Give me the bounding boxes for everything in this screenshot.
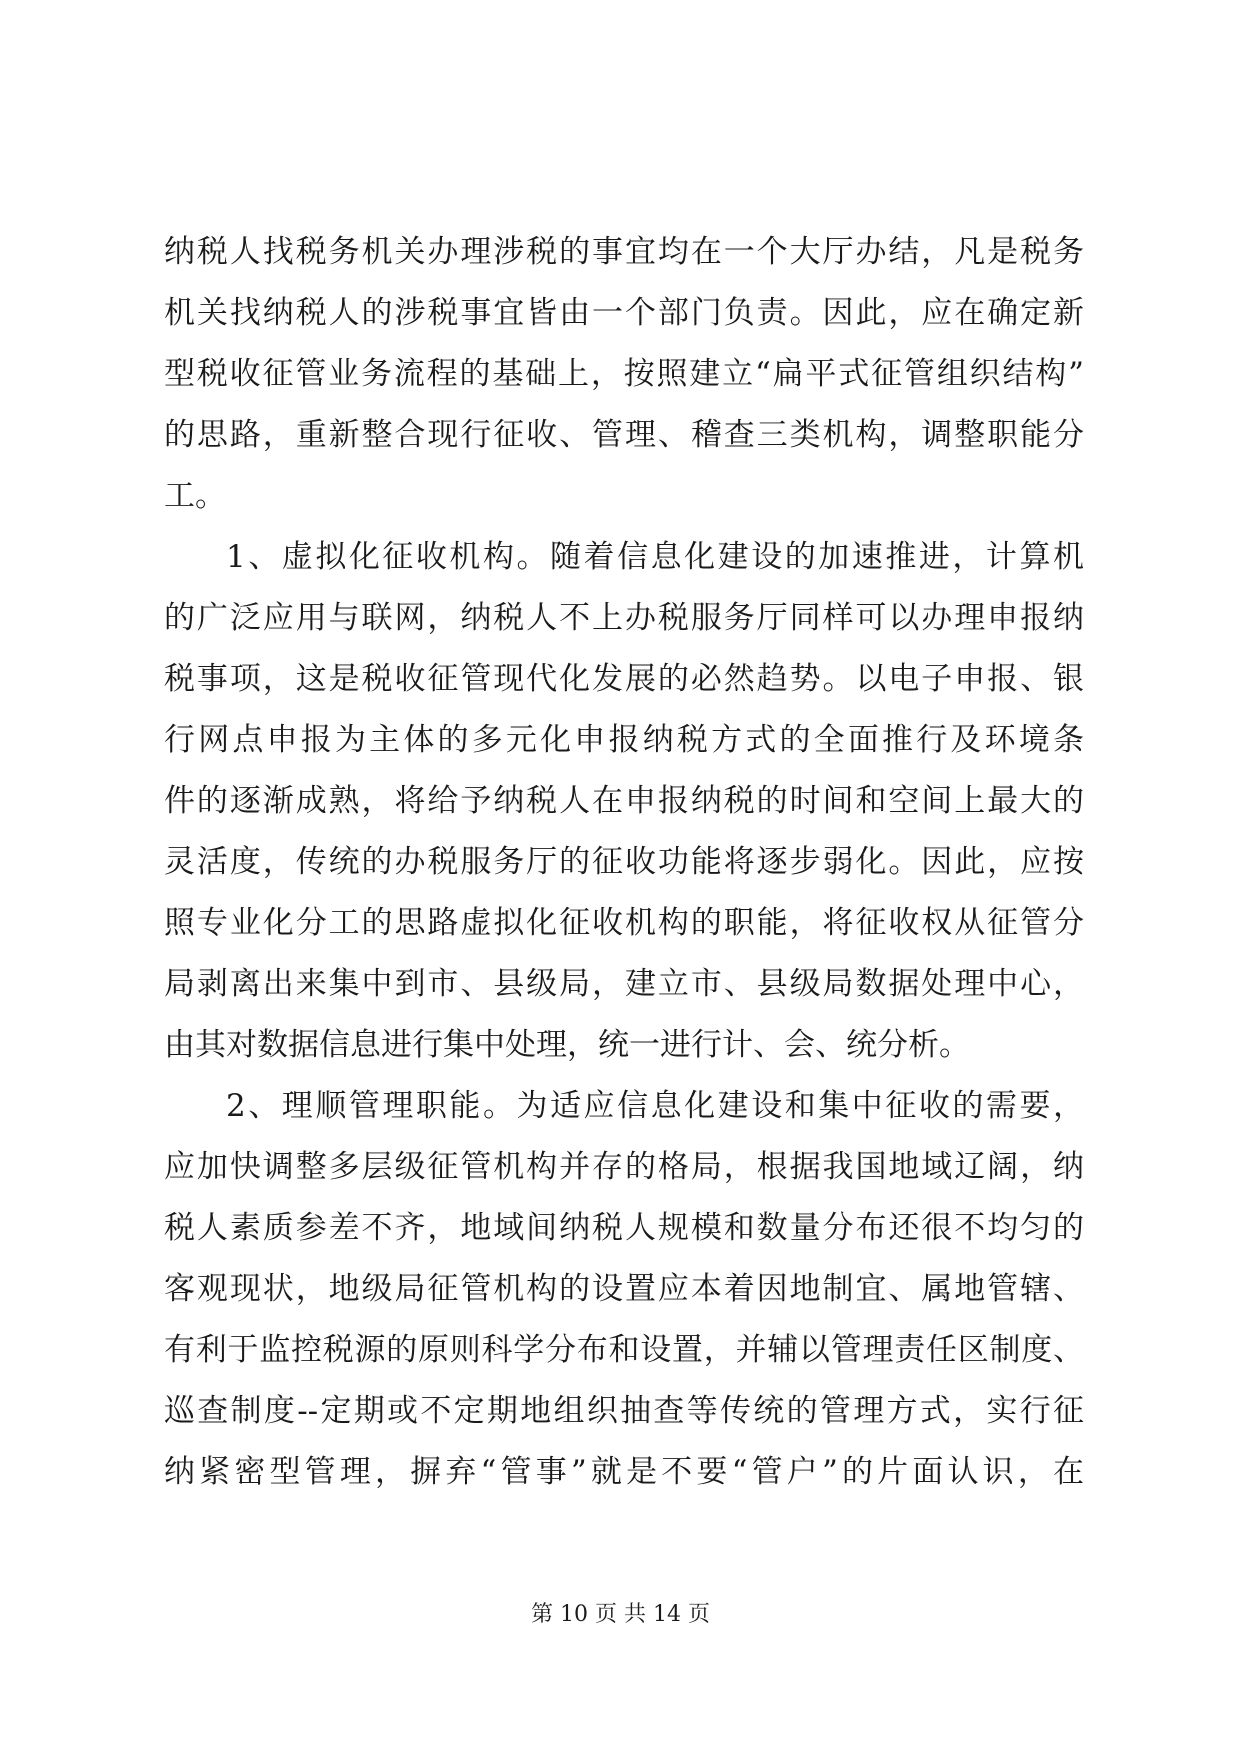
text-line: 机关找纳税人的涉税事宜皆由一个部门负责。因此，应在确定新: [164, 295, 1084, 331]
text-line: 纳税人找税务机关办理涉税的事宜均在一个大厅办结，凡是税务: [164, 234, 1084, 270]
text-line: 2、理顺管理职能。为适应信息化建设和集中征收的需要，: [226, 1088, 1084, 1124]
document-body: [164, 222, 1084, 1503]
text-line: 税事项，这是税收征管现代化发展的必然趋势。以电子申报、银: [164, 661, 1084, 697]
text-line: 巡查制度--定期或不定期地组织抽查等传统的管理方式，实行征: [164, 1393, 1084, 1429]
text-line: 税人素质参差不齐，地域间纳税人规模和数量分布还很不均匀的: [164, 1210, 1084, 1246]
text-line: 型税收征管业务流程的基础上，按照建立“扁平式征管组织结构”: [164, 356, 1084, 392]
text-line: 纳紧密型管理，摒弃“管事”就是不要“管户”的片面认识，在: [164, 1454, 1084, 1490]
text-line: 由其对数据信息进行集中处理，统一进行计、会、统分析。: [164, 1027, 970, 1063]
text-line: 有利于监控税源的原则科学分布和设置，并辅以管理责任区制度、: [164, 1332, 1084, 1368]
text-line: 客观现状，地级局征管机构的设置应本着因地制宜、属地管辖、: [164, 1271, 1084, 1307]
text-line: 的广泛应用与联网，纳税人不上办税服务厅同样可以办理申报纳: [164, 600, 1084, 636]
page-footer: 第 10 页 共 14 页: [531, 1602, 710, 1627]
paragraph-1: [164, 222, 1084, 527]
text-line: 的思路，重新整合现行征收、管理、稽查三类机构，调整职能分: [164, 417, 1084, 453]
paragraph-3: [164, 1076, 1084, 1503]
paragraph-2: [164, 527, 1084, 1076]
text-line: 应加快调整多层级征管机构并存的格局，根据我国地域辽阔，纳: [164, 1149, 1084, 1185]
text-line: 行网点申报为主体的多元化申报纳税方式的全面推行及环境条: [164, 722, 1084, 758]
text-line: 局剥离出来集中到市、县级局，建立市、县级局数据处理中心，: [164, 966, 1084, 1002]
text-line: 件的逐渐成熟，将给予纳税人在申报纳税的时间和空间上最大的: [164, 783, 1084, 819]
text-line: 灵活度，传统的办税服务厅的征收功能将逐步弱化。因此，应按: [164, 844, 1084, 880]
text-line: 1、虚拟化征收机构。随着信息化建设的加速推进，计算机: [226, 539, 1084, 575]
text-line: 工。: [164, 478, 226, 514]
text-line: 照专业化分工的思路虚拟化征收机构的职能，将征收权从征管分: [164, 905, 1084, 941]
